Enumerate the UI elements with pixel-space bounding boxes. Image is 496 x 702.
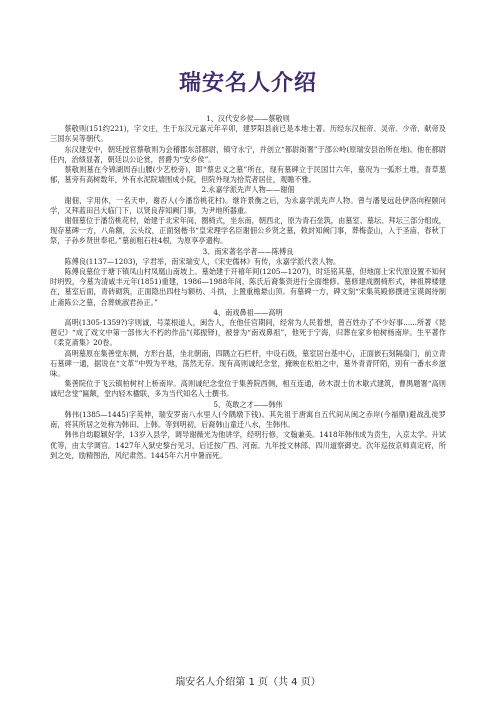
section-heading: 3、南宋著名学者——陈傅良: [202, 246, 294, 256]
paragraph: 谢佃墓位于潘岱桃花村，始建于北宋年间，圈椅式，坐东南，朝西北，原为青石垒筑，由墓室、墓坛、拜坛三部分组成，现存墓碑一方，八角额，云头纹，正面刻楷书“皇宋理学名臣谢佃公乡贤之墓，敕封知阙门事，葬梅壶山，入于圣庙，春秋丁祭，子孙乡贤世奉祀。”墓前粗石柱4根，为原享亭遗构。: [50, 216, 446, 246]
paragraph: 谢佃，字用休，一名天申，谢否人(今潘岱桃花村)。继许景衡之后，为永嘉学派先声人物。曾与潘旻远赴伊洛向程颐问学，又拜蓝田吕大临门下，以贤良荐知阙门事，为尹地所器重。: [50, 195, 446, 215]
paragraph: 集善院位于飞云镇柏树村上桥南岸。高则诚纪念堂位于集善院西侧，相互连通，砖木混土仿木歇式建筑，曹禺题署“高则诚纪念堂”匾额，堂内轻木楹联，多为当代知名人士撰书。: [50, 379, 446, 399]
paragraph: 高明(1305-1359?)字则诚，号菜根道人，闽告人，在他任官期间，经常为人民着想，曾百姓办了不少好事......所著《琵琶记》“成了戏文中第一部伟大不朽的作品”(郑振铎)，被誉为“南戏鼻祖”，他死于宁海，归葬在家乡柏树杨南岸。生平著作《柔克斋集》20卷。: [50, 318, 446, 348]
page-title: 瑞安名人介绍: [178, 71, 317, 96]
paragraph: 陈傅良墓位于塘下镇凤山村凤凰山南坡上。墓始建于开禧年间(1205—1207)，时廷铭其墓，但地面上宋代原设置不知何时坍毁，今墓为清咸丰元年(1851)重建，1986—1988年间，陈氏后裔集资进行全面维修。墓修建成圈椅形式，神祖牌楼建在，墓室后面，青砖砌筑，正面隐出四柱与额枋、斗拱，上置重檐悬山顶。有墓碑一方，碑文刻“宋集英殿修撰进宝谟阁待制止斋陈公之墓，合葬姚淑君孙正。”: [50, 267, 446, 307]
paragraph: 蔡敬则墓在今锦湖周吞山腰(少艺校旁)，即“蔡忠义之墓”所在，现有墓碑立于民国廿六年，墓况为一弧形土堆，青草葱郁，墓旁有高树数年，外有水泥院墙围成小院，但院外现为拾荒者居住，观瞻不雅。: [50, 165, 446, 185]
section-heading: 5、英敢之才——韩伟: [213, 399, 283, 409]
document-body: [50, 114, 446, 461]
page-footer: 瑞安名人介绍第 1 页（共 4 页）: [175, 677, 321, 688]
paragraph: 蔡敬则(151约221)，字文庄，生于东汉元嘉元年辛卯，建罗阳县前已是本地士著。历经东汉桓帝、灵帝、少帝、献帝及三国东吴等朝代。: [50, 124, 446, 144]
paragraph: 陈傅良(1137—1203)，字君举，南宋瑞安人，《宋史儒林》有传，永嘉学派代表人物。: [64, 256, 341, 266]
paragraph: 韩伟(1385—1445)字英伸，瑞安罗南八水里人(今隅墩下钱)。其先祖于唐寓自五代间从闽之赤岸(今福鼎)避战乱徙罗南，将其所居之处称为韩田、上韩。等到明初，后裔韩山童迁八水，生韩伟。: [50, 409, 446, 430]
paragraph: 韩伟自幼聪颖好学，13岁入县学，调导谢薇光为他讲学，经明行修，文翰兼美。1418年韩伟成为贡生，入京太学。升试优等，由太学调官。1427年入狱史黎台见习，后迁按广西、河南。九年授文林郎、四川道察御史。次年巡按京师真定府，所到之处，励精图治，风纪肃然。1445年六月中暑而死。: [50, 430, 446, 460]
section-heading: 1、汉代安乡侯——蔡敬则: [206, 114, 290, 123]
section-heading: 2.永嘉学派先声人物——谢佃: [201, 185, 295, 195]
paragraph: 高明墓原在集善堂东侧，方形台基，坐北朝南，四隅立石栏杆，中设石级，墓室居台基中心，正面嵌石刻隔扇门，前立青石墓碑一通，据说在“文革”中毁为平地，荡然无存。现有高则诚纪念堂，掩映在松柏之中，墓外青青阡陌，别有一番水乡滋味。: [50, 348, 446, 379]
section-heading: 4、南戏鼻祖——高明: [213, 307, 283, 317]
paragraph: 东汉建安中，朝廷授官蔡敬则为会稽郡东部都尉，镇守永宁，并创立“都尉衙署”于邵公岭(原瑞安县治所在地)。他在都尉任内，治绩显著，朝廷以公论赏，晋爵为“安乡侯”。: [50, 144, 446, 164]
